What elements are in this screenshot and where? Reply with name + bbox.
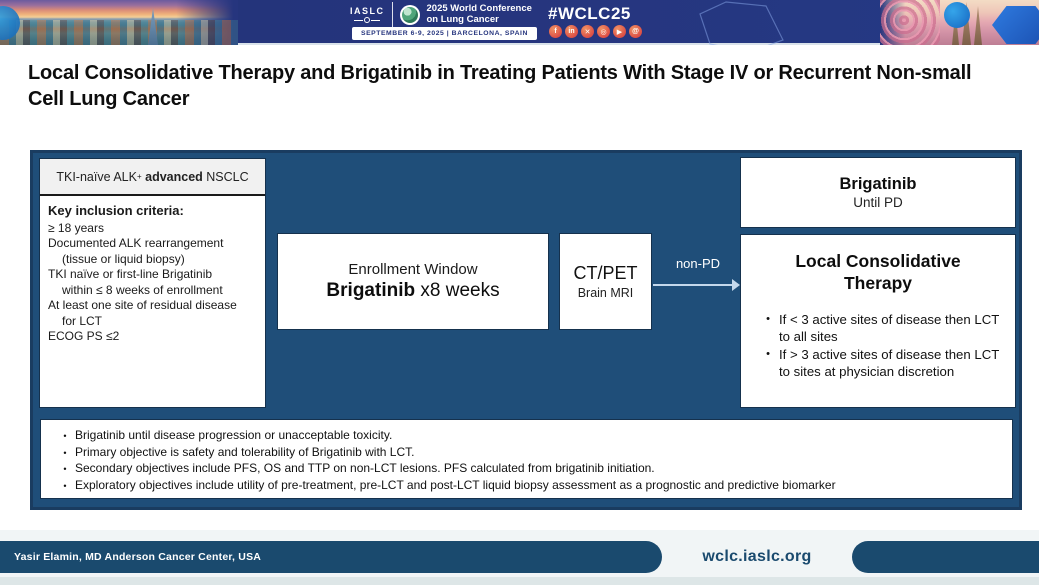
brigatinib-until-pd-box [740, 157, 1016, 228]
criteria-line: (tissue or liquid biopsy) [62, 251, 185, 266]
lct-title: Local Consolidative Therapy [795, 251, 961, 293]
inclusion-criteria [40, 196, 265, 345]
conference-title: 2025 World Conference on Lung Cancer [426, 3, 532, 25]
presenter-bar [0, 541, 662, 573]
wclc-globe-icon [400, 5, 420, 25]
iaslc-logo [350, 6, 385, 23]
trial-schema-panel [30, 150, 1022, 510]
imaging-box [559, 233, 652, 330]
iaslc-emblem-icon [354, 17, 380, 23]
brigatinib-label: Brigatinib [839, 175, 917, 193]
conference-hashtag: #WCLC25 [548, 4, 631, 23]
hexagon-outline-decoration [688, 0, 818, 45]
instagram-icon[interactable]: ◎ [597, 25, 610, 38]
criteria-line: ECOG PS ≤2 [48, 329, 120, 343]
criteria-line: Documented ALK rearrangement [48, 236, 224, 250]
criteria-line: for LCT [62, 313, 103, 328]
criteria-title: Key inclusion criteria: [48, 203, 184, 218]
x-twitter-icon[interactable]: ✕ [581, 25, 594, 38]
conference-url[interactable]: wclc.iaslc.org [702, 548, 812, 565]
facebook-icon[interactable]: f [549, 25, 562, 38]
lct-bullets [741, 311, 1015, 380]
lct-bullet-item: • If > 3 active sites of disease then LCT to sites at physician discretion [757, 346, 1003, 380]
brain-mri-label: Brain MRI [577, 286, 634, 300]
bullet-icon: • [63, 480, 67, 491]
criteria-line: within ≤ 8 weeks of enrollment [62, 282, 223, 297]
non-pd-label: non-PD [675, 256, 721, 271]
until-pd-label: Until PD [853, 195, 903, 210]
criteria-line: TKI naïve or first-line Brigatinib [48, 267, 213, 281]
flow-arrowhead-icon [732, 279, 740, 291]
note-item: • Brigatinib until disease progression or unacceptable toxicity. [55, 428, 1000, 445]
enrollment-window-box [277, 233, 549, 330]
note-item: • Primary objective is safety and tolerability of Brigatinib with LCT. [55, 445, 1000, 462]
footer-right-bar [852, 541, 1039, 573]
enrollment-window-label: Enrollment Window [348, 261, 478, 278]
note-item: • Exploratory objectives include utility of pre-treatment, pre-LCT and post-LCT liquid biopsy assessment as a prognostic and predictive biomarker [55, 478, 1000, 495]
lct-box [740, 234, 1016, 408]
threads-icon[interactable]: @ [629, 25, 642, 38]
social-icons-row [549, 25, 642, 38]
youtube-icon[interactable]: ▶ [613, 25, 626, 38]
criteria-line: ≥ 18 years [48, 220, 104, 235]
bullet-icon: • [766, 347, 770, 360]
barcelona-cityscape-image [0, 0, 238, 45]
bullet-icon: • [766, 312, 770, 325]
flow-arrow [653, 284, 733, 286]
bullet-icon: • [63, 464, 67, 474]
slide-title: Local Consolidative Therapy and Brigatinib in Treating Patients With Stage IV or Recurrent Non-small Cell Lung Cancer [28, 62, 972, 110]
conference-date-location: SEPTEMBER 6-9, 2025 | BARCELONA, SPAIN [352, 27, 537, 40]
objectives-notes-box [40, 419, 1013, 499]
ct-pet-label: CT/PET [573, 263, 638, 283]
conference-banner [0, 0, 1039, 45]
linkedin-icon[interactable]: in [565, 25, 578, 38]
brigatinib-duration-label: Brigatinib x8 weeks [326, 280, 500, 301]
bullet-icon: • [63, 431, 67, 441]
lct-bullet-item: • If < 3 active sites of disease then LCT to all sites [757, 311, 1003, 345]
bullet-icon: • [63, 447, 67, 458]
criteria-line: At least one site of residual disease [48, 298, 237, 312]
iaslc-logo-group [350, 4, 532, 25]
iaslc-wordmark: IASLC [350, 6, 385, 16]
blue-circle-decoration [944, 2, 970, 28]
alk-plus-superscript: + [136, 172, 142, 181]
note-item: • Secondary objectives include PFS, OS and TTP on non-LCT lesions. PFS calculated from brigatinib initiation. [55, 461, 1000, 478]
presenter-attribution: Yasir Elamin, MD Anderson Cancer Center, USA [14, 551, 262, 563]
eligibility-header: TKI-naïve ALK + advanced NSCLC [40, 159, 265, 196]
eligibility-box [39, 158, 266, 408]
footer-bottom-strip [0, 577, 1039, 585]
logo-divider [392, 2, 393, 28]
